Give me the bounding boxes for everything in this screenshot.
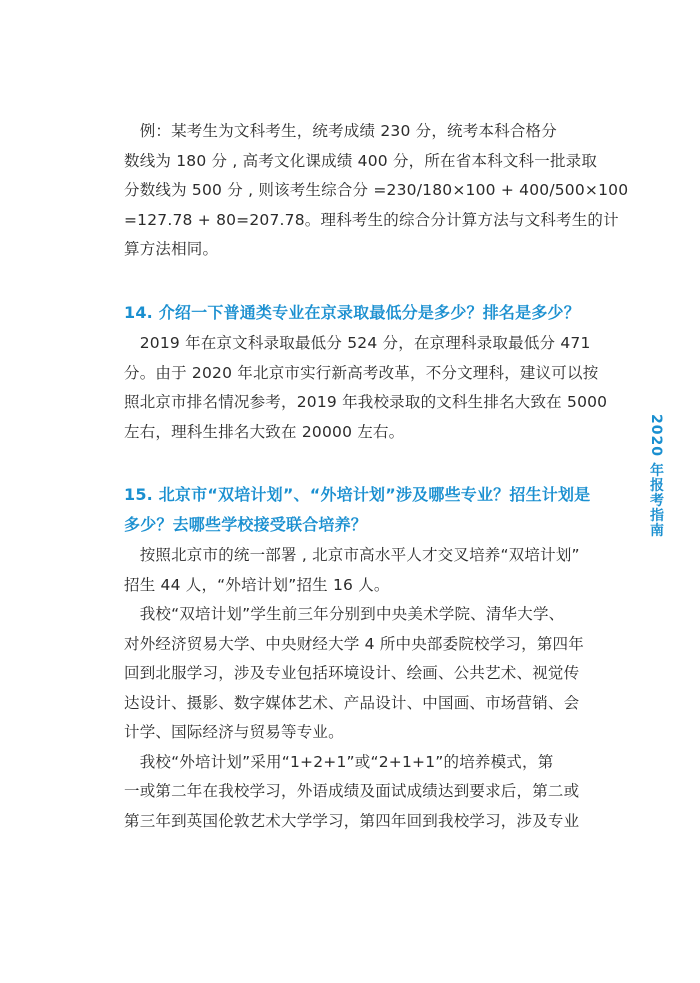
example-line: =127.78 + 80=207.78。理科考生的综合分计算方法与文科考生的计 xyxy=(124,210,619,229)
example-line: 分数线为 500 分 , 则该考生综合分 =230/180×100 + 400/500×100 xyxy=(124,181,629,199)
answer-line: 照北京市排名情况参考，2019 年我校录取的文科生排名大致在 5000 xyxy=(124,393,608,411)
answer-line: 对外经济贸易大学、中央财经大学 4 所中央部委院校学习，第四年 xyxy=(124,634,584,653)
page-content xyxy=(124,117,629,836)
question-15-paragraph-2 xyxy=(124,600,584,748)
heading-line: 多少？去哪些学校接受联合培养？ xyxy=(124,514,368,534)
answer-line: 回到北服学习，涉及专业包括环境设计、绘画、公共艺术、视觉传 xyxy=(124,664,580,682)
question-15-paragraph-1 xyxy=(124,541,584,600)
sidebar-guide-label: 2020 年报考指南 xyxy=(648,414,664,538)
example-line: 例：某考生为文科考生，统考成绩 230 分，统考本科合格分 xyxy=(124,122,557,140)
answer-line: 我校“外培计划”采用“1+2+1”或“2+1+1”的培养模式，第 xyxy=(124,752,554,771)
answer-line: 分。由于 2020 年北京市实行新高考改革，不分文理科，建议可以按 xyxy=(124,363,599,382)
answer-line: 计学、国际经济与贸易等专业。 xyxy=(124,723,344,741)
answer-line: 第三年到英国伦敦艺术大学学习，第四年回到我校学习，涉及专业 xyxy=(124,811,580,830)
answer-line: 达设计、摄影、数字媒体艺术、产品设计、中国画、市场营销、会 xyxy=(124,693,580,712)
example-line: 算方法相同。 xyxy=(124,240,219,258)
answer-line: 招生 44 人，“外培计划”招生 16 人。 xyxy=(124,575,390,594)
question-14-heading xyxy=(124,298,584,328)
example-line: 数线为 180 分 , 高考文化课成绩 400 分，所在省本科文科一批录取 xyxy=(124,151,598,170)
answer-line: 一或第二年在我校学习，外语成绩及面试成绩达到要求后，第二或 xyxy=(124,782,580,800)
answer-line: 我校“双培计划”学生前三年分别到中央美术学院、清华大学、 xyxy=(124,605,565,623)
section-spacer xyxy=(124,265,584,298)
section-spacer xyxy=(124,447,584,480)
question-15-heading xyxy=(124,480,591,539)
example-paragraph xyxy=(124,117,629,265)
answer-line: 按照北京市的统一部署 , 北京市高水平人才交叉培养“双培计划” xyxy=(124,546,580,564)
heading-line: 14. 介绍一下普通类专业在京录取最低分是多少？排名是多少？ xyxy=(124,302,580,322)
question-15-paragraph-3 xyxy=(124,748,584,837)
question-14-answer xyxy=(124,329,608,447)
heading-line: 15. 北京市“双培计划”、“外培计划”涉及哪些专业？招生计划是 xyxy=(124,485,591,504)
answer-line: 2019 年在京文科录取最低分 524 分，在京理科录取最低分 471 xyxy=(124,334,591,352)
answer-line: 左右，理科生排名大致在 20000 左右。 xyxy=(124,422,405,441)
